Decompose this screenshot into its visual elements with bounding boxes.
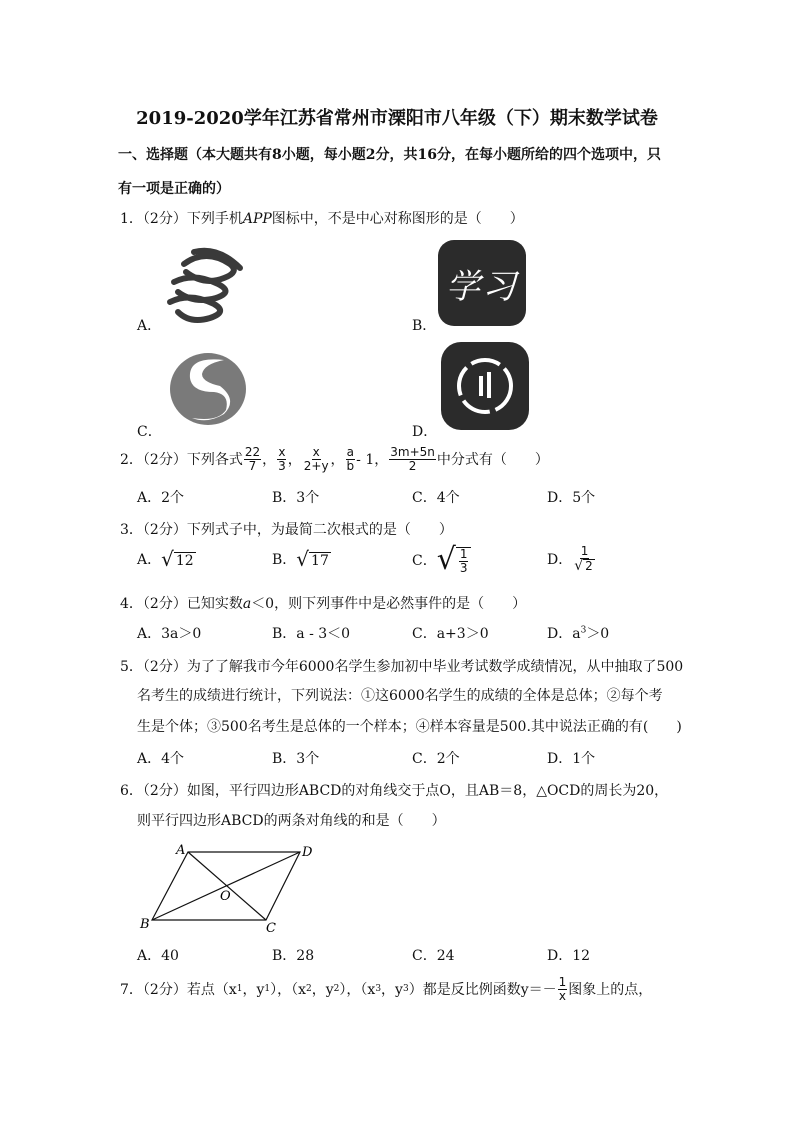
q3-option-c (412, 542, 471, 577)
q7-mid-4: ），（x (339, 982, 376, 998)
question-5-line3: 生是个体；③500名考生是总体的一个样本；④样本容量是500.其中说法正确的有( ) (137, 719, 682, 735)
q3-option-c-body (456, 547, 472, 575)
q3-d-radicand: 2 (585, 559, 593, 573)
q7-sub-2: 1 (264, 984, 271, 994)
q6-option-a: A．40 (137, 948, 179, 964)
question-6-line1: 6．（2分）如图，平行四边形ABCD的对角线交于点O，且AB＝8，△OCD的周长为20， (120, 783, 669, 799)
q2-f5-num: 3m+5n (390, 444, 435, 459)
q3-option-a-radicand: 12 (175, 553, 194, 569)
q2-option-d: D．5个 (547, 490, 596, 506)
q7-sub-1: 1 (236, 984, 243, 994)
q1-option-d-label: D． (412, 424, 438, 440)
q4-d-prefix: D．a (547, 626, 581, 642)
q1-option-b-label: B． (412, 318, 437, 334)
q4-option-c: C．a+3＞0 (412, 626, 489, 642)
q2-f2-num: x (278, 444, 286, 459)
q7-frac-den: x (558, 988, 566, 1003)
q2-comma-3: ， (330, 452, 345, 468)
page-title: 2019-2020学年江苏省常州市溧阳市八年级（下）期末数学试卷 (136, 108, 658, 129)
question-3: 3．（2分）下列式子中，为最简二次根式的是（ ） (120, 522, 453, 538)
sound-logo-icon (441, 342, 529, 430)
q7-mid-1: ，y (242, 982, 265, 998)
question-6-line2: 则平行四边形ABCD的两条对角线的和是（ ） (137, 813, 446, 829)
q2-comma-1: ， (262, 452, 277, 468)
q6-option-c: C．24 (412, 948, 455, 964)
q7-sub-5: 3 (375, 984, 382, 994)
q2-f4-num: a (346, 444, 355, 459)
q7-mid-3: ，y (311, 982, 334, 998)
q6-option-d: D．12 (547, 948, 591, 964)
q2-fraction-3 (303, 446, 330, 473)
q2-option-a: A．2个 (137, 490, 185, 506)
q3-option-c-sqrt (436, 542, 472, 577)
q4-option-b: B．a - 3＜0 (272, 626, 351, 642)
q3-option-d-frac (573, 545, 596, 573)
q2-f2-den: 3 (278, 458, 286, 473)
q2-f4-den: b (346, 458, 355, 473)
q2-option-b: B．3个 (272, 490, 320, 506)
q3-option-a-label: A． (137, 552, 162, 568)
q5-option-d: D．1个 (547, 751, 596, 767)
q2-f1-num: 22 (244, 444, 261, 459)
q4-d-sup: 3 (580, 625, 587, 636)
sqrt-icon: √ (436, 542, 456, 577)
q2-comma-2: ， (287, 452, 302, 468)
question-4 (120, 593, 526, 613)
q4-option-a: A．3a＞0 (137, 626, 202, 642)
question-7 (120, 972, 652, 1006)
q3-option-d (547, 545, 597, 573)
q2-prefix: 2．（2分）下列各式 (120, 452, 243, 468)
label-c: C (266, 921, 276, 934)
label-a: A (176, 843, 186, 858)
sound-ring-icon (441, 342, 529, 430)
q4-option-d (547, 623, 609, 643)
q4-d-suffix: ＞0 (586, 626, 610, 642)
q7-fraction (558, 976, 568, 1003)
q4-suffix: ＜0，则下列事件中是必然事件的是（ ） (251, 596, 527, 612)
xuexi-logo-icon (438, 240, 526, 326)
sqrt-icon: √ (296, 547, 310, 571)
label-d: D (302, 845, 313, 860)
q1-option-a-label: A． (137, 318, 162, 334)
section-heading-line2: 有一项是正确的） (118, 181, 230, 197)
q7-suffix: 图象上的点， (568, 982, 653, 998)
q1-prefix: 1．（2分）下列手机 (120, 211, 243, 227)
q3-option-b-sqrt (296, 549, 331, 569)
q3-d-num: 1 (580, 544, 589, 558)
q4-var: a (242, 596, 252, 612)
sqrt-icon: √ (574, 558, 584, 574)
china-mobile-logo-icon (164, 246, 248, 330)
q3-option-a (137, 549, 196, 569)
q3-option-a-sqrt (161, 549, 196, 569)
q7-mid-2: ），（x (270, 982, 307, 998)
q5-option-a: A．4个 (137, 751, 185, 767)
q3-d-den (573, 559, 596, 573)
label-b: B (140, 917, 150, 932)
q1-suffix: 图标中，不是中心对称图形的是（ ） (271, 211, 524, 227)
q7-prefix: 7．（2分）若点（x (120, 982, 237, 998)
q6-option-b: B．28 (272, 948, 315, 964)
q2-f3-num: x (312, 444, 320, 459)
q1-app: APP (242, 211, 272, 227)
q2-f4-tail: - 1， (356, 452, 389, 468)
q2-suffix: 中分式有（ ） (436, 452, 549, 468)
q2-fraction-1 (244, 446, 261, 473)
q7-frac-num: 1 (558, 974, 567, 989)
q5-option-b: B．3个 (272, 751, 320, 767)
question-5-line2: 名考生的成绩进行统计，下列说法：①这6000名学生的成绩的全体是总体；②每个考 (137, 688, 663, 704)
xuexi-logo-text: 学习 (446, 266, 518, 307)
q2-f5-den: 2 (408, 458, 417, 473)
q3-option-c-frac (459, 548, 469, 575)
q5-option-c: C．2个 (412, 751, 460, 767)
q2-option-c: C．4个 (412, 490, 460, 506)
q3-option-c-label: C． (412, 553, 437, 569)
q7-sub-3: 2 (306, 984, 312, 994)
q2-fraction-4 (346, 446, 356, 473)
q7-sub-6: 3 (402, 984, 409, 994)
q3-option-d-label: D． (547, 552, 573, 568)
diagonal-bd (152, 852, 300, 920)
q3-option-d-sqrt (574, 559, 595, 573)
parallelogram-figure (138, 838, 318, 934)
question-1 (120, 208, 524, 228)
q7-mid-6: ）都是反比例函数y＝－ (408, 982, 557, 998)
question-5-line1: 5．（2分）为了了解我市今年6000名学生参加初中毕业考试数学成绩情况，从中抽取了500 (120, 659, 684, 675)
s-logo-icon (168, 352, 248, 426)
q2-f3-den: 2+y (303, 458, 329, 473)
label-o: O (220, 889, 231, 904)
q2-f1-den: 7 (248, 458, 257, 473)
q3-c-den: 3 (459, 561, 468, 575)
sqrt-icon: √ (161, 547, 174, 571)
section-heading-line1: 一、选择题（本大题共有8小题，每小题2分，共16分，在每小题所给的四个选项中，只 (118, 147, 661, 163)
q4-prefix: 4．（2分）已知实数 (120, 596, 243, 612)
q2-fraction-5 (389, 446, 436, 473)
q2-fraction-2 (277, 446, 287, 473)
q7-sub-4: 2 (333, 984, 340, 994)
q3-option-b-label: B． (272, 552, 297, 568)
q7-mid-5: ，y (381, 982, 403, 998)
question-2 (120, 442, 549, 476)
q3-option-b (272, 549, 331, 569)
q3-option-b-radicand: 17 (311, 553, 329, 569)
q1-option-c-label: C． (137, 424, 162, 440)
q3-c-num: 1 (459, 547, 468, 561)
